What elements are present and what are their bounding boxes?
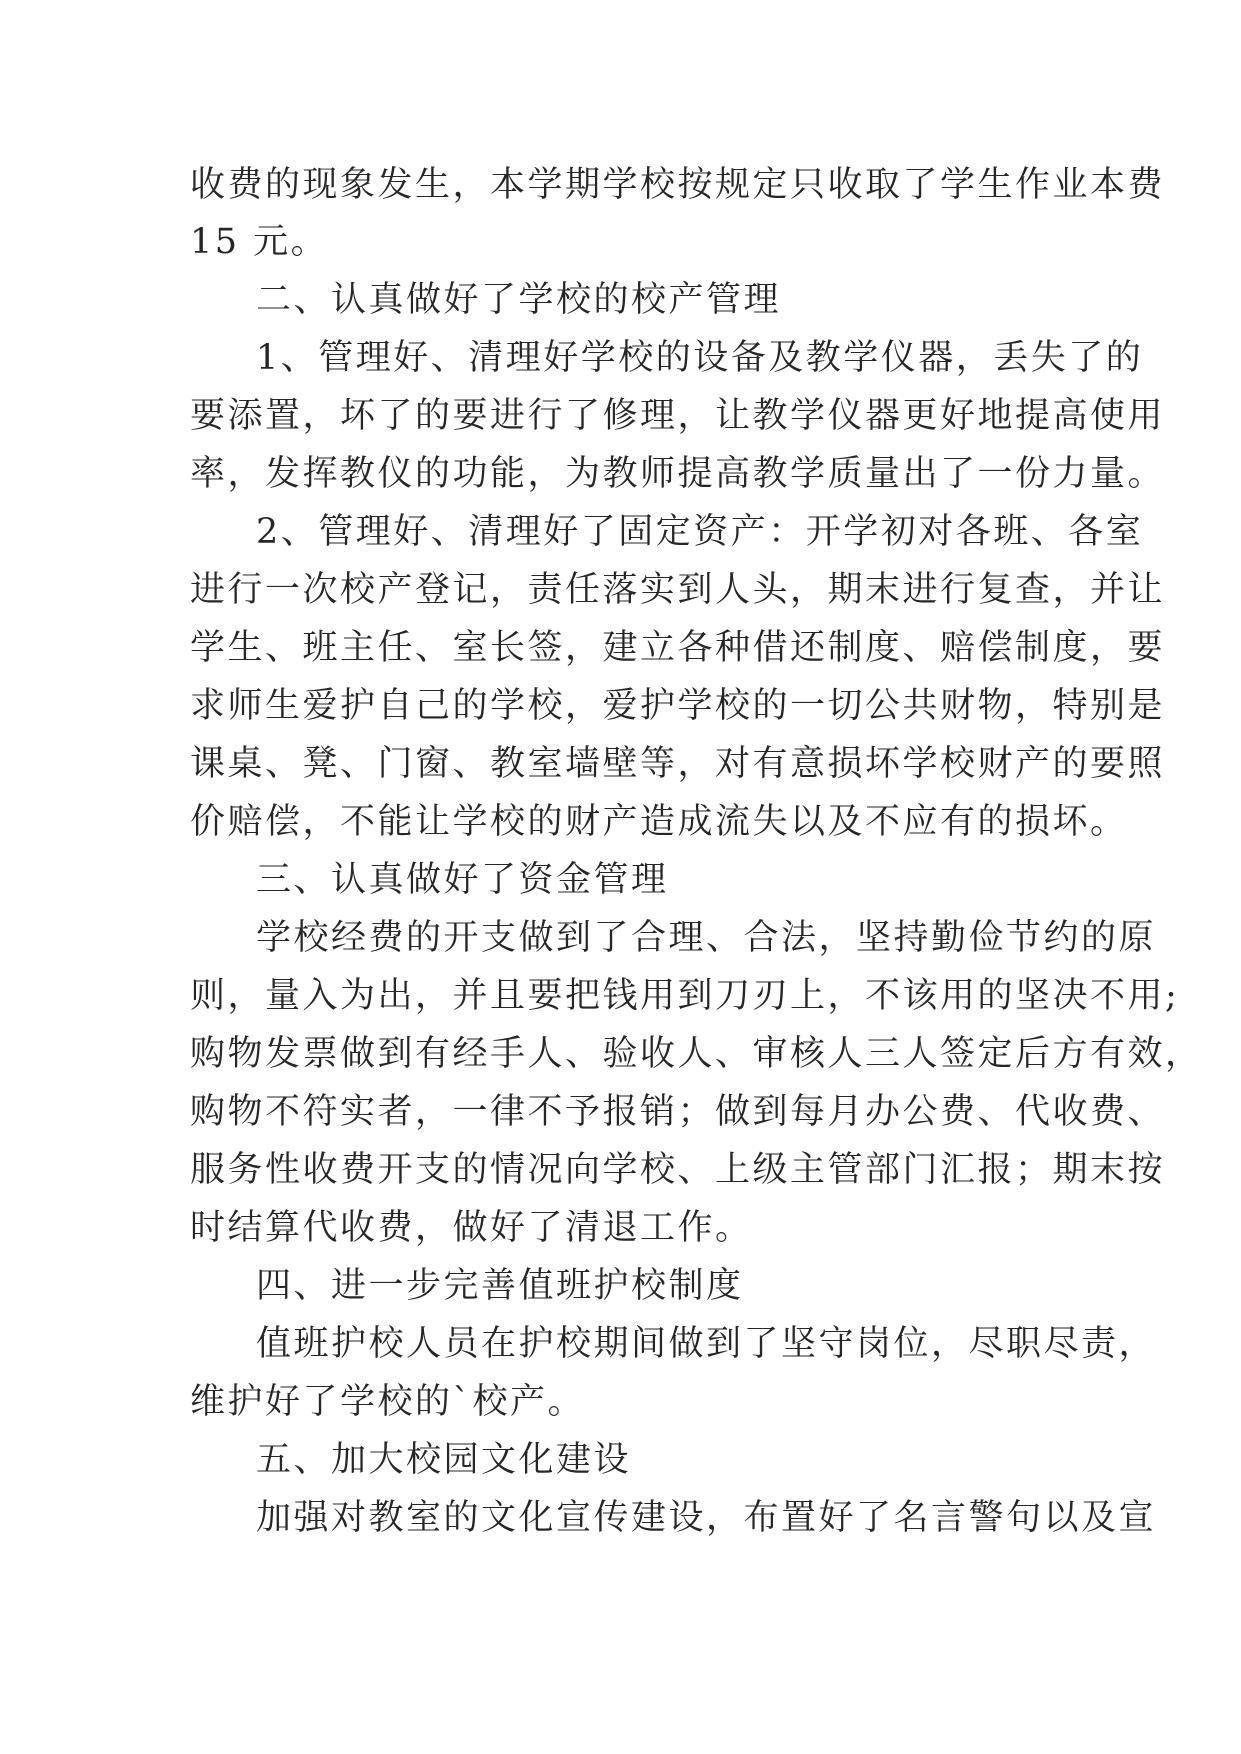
body-text-line: 购物不符实者，一律不予报销；做到每月办公费、代收费、 xyxy=(190,1092,1166,1132)
body-text-line: 15 元。 xyxy=(190,222,329,262)
body-text-line: 时结算代收费，做好了清退工作。 xyxy=(190,1208,753,1248)
body-text-line: 购物发票做到有经手人、验收人、审核人三人签定后方有效， xyxy=(190,1034,1203,1074)
body-text-line: 2、管理好、清理好了固定资产：开学初对各班、各室 xyxy=(256,512,1144,552)
section-heading: 三、认真做好了资金管理 xyxy=(256,860,669,900)
body-text-line: 价赔偿，不能让学校的财产造成流失以及不应有的损坏。 xyxy=(190,802,1128,842)
body-text-line: 收费的现象发生，本学期学校按规定只收取了学生作业本费 xyxy=(190,165,1166,205)
body-text-line: 要添置，坏了的要进行了修理，让教学仪器更好地提高使用 xyxy=(190,396,1166,436)
body-text-line: 学校经费的开支做到了合理、合法，坚持勤俭节约的原 xyxy=(256,918,1157,958)
body-text-line: 1、管理好、清理好学校的设备及教学仪器，丢失了的 xyxy=(256,338,1144,378)
body-text-line: 率，发挥教仪的功能，为教师提高教学质量出了一份力量。 xyxy=(190,454,1166,494)
body-text-line: 加强对教室的文化宣传建设，布置好了名言警句以及宣 xyxy=(256,1498,1157,1538)
body-text-line: 学生、班主任、室长签，建立各种借还制度、赔偿制度，要 xyxy=(190,628,1166,668)
body-text-line: 维护好了学校的`校产。 xyxy=(190,1382,586,1422)
body-text-line: 服务性收费开支的情况向学校、上级主管部门汇报；期末按 xyxy=(190,1150,1166,1190)
body-text-line: 求师生爱护自己的学校，爱护学校的一切公共财物，特别是 xyxy=(190,686,1166,726)
body-text-line: 值班护校人员在护校期间做到了坚守岗位，尽职尽责， xyxy=(256,1324,1157,1364)
section-heading: 二、认真做好了学校的校产管理 xyxy=(256,280,782,320)
body-text-line: 进行一次校产登记，责任落实到人头，期末进行复查，并让 xyxy=(190,570,1166,610)
section-heading: 五、加大校园文化建设 xyxy=(256,1440,632,1480)
body-text-line: 则，量入为出，并且要把钱用到刀刃上，不该用的坚决不用; xyxy=(190,976,1180,1016)
section-heading: 四、进一步完善值班护校制度 xyxy=(256,1266,744,1306)
body-text-line: 课桌、凳、门窗、教室墙壁等，对有意损坏学校财产的要照 xyxy=(190,744,1166,784)
